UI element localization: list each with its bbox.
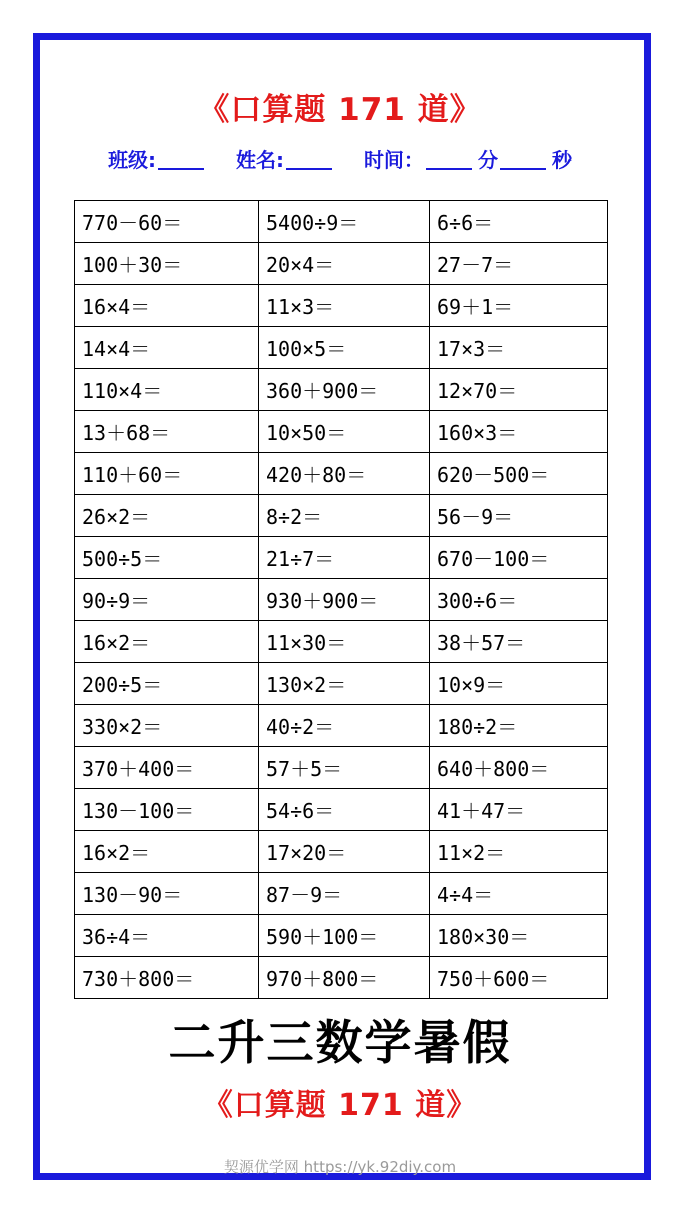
table-row	[75, 873, 608, 915]
problem-cell: 640＋800＝	[430, 747, 608, 789]
problem-cell: 5400÷9＝	[259, 201, 430, 243]
problem-cell: 16×2＝	[75, 831, 259, 873]
problem-cell: 670－100＝	[430, 537, 608, 579]
table-row	[75, 327, 608, 369]
class-label: 班级:	[108, 148, 157, 172]
table-row	[75, 453, 608, 495]
problem-cell: 620－500＝	[430, 453, 608, 495]
problem-cell: 750＋600＝	[430, 957, 608, 999]
problem-cell: 87－9＝	[259, 873, 430, 915]
table-row	[75, 369, 608, 411]
table-row	[75, 201, 608, 243]
table-row	[75, 411, 608, 453]
problem-cell: 12×70＝	[430, 369, 608, 411]
problem-cell: 110＋60＝	[75, 453, 259, 495]
problem-cell: 370＋400＝	[75, 747, 259, 789]
table-row	[75, 831, 608, 873]
problem-cell: 11×2＝	[430, 831, 608, 873]
table-row	[75, 705, 608, 747]
minute-label: 分	[477, 148, 498, 172]
problem-cell: 100×5＝	[259, 327, 430, 369]
site-watermark: 契源优学网 https://yk.92diy.com	[223, 1158, 457, 1176]
table-row	[75, 789, 608, 831]
problem-cell: 21÷7＝	[259, 537, 430, 579]
second-label: 秒	[551, 148, 572, 172]
problem-cell: 36÷4＝	[75, 915, 259, 957]
name-blank	[286, 148, 332, 170]
problem-cell: 130－100＝	[75, 789, 259, 831]
problem-cell: 180÷2＝	[430, 705, 608, 747]
problem-cell: 130×2＝	[259, 663, 430, 705]
table-row	[75, 747, 608, 789]
problem-cell: 130－90＝	[75, 873, 259, 915]
problem-cell: 100＋30＝	[75, 243, 259, 285]
problem-cell: 4÷4＝	[430, 873, 608, 915]
problem-cell: 27－7＝	[430, 243, 608, 285]
problem-cell: 20×4＝	[259, 243, 430, 285]
problem-cell: 330×2＝	[75, 705, 259, 747]
footer-title: 《口算题 171 道》	[202, 1088, 478, 1123]
problem-cell: 16×2＝	[75, 621, 259, 663]
table-row	[75, 495, 608, 537]
problem-cell: 17×20＝	[259, 831, 430, 873]
table-row	[75, 957, 608, 999]
problem-cell: 360＋900＝	[259, 369, 430, 411]
problem-cell: 930＋900＝	[259, 579, 430, 621]
table-row	[75, 537, 608, 579]
table-row	[75, 285, 608, 327]
problem-cell: 160×3＝	[430, 411, 608, 453]
problem-cell: 180×30＝	[430, 915, 608, 957]
problem-cell: 970＋800＝	[259, 957, 430, 999]
problem-cell: 300÷6＝	[430, 579, 608, 621]
problem-cell: 17×3＝	[430, 327, 608, 369]
problem-cell: 54÷6＝	[259, 789, 430, 831]
problem-cell: 10×9＝	[430, 663, 608, 705]
problem-cell: 770－60＝	[75, 201, 259, 243]
problem-cell: 6÷6＝	[430, 201, 608, 243]
problem-cell: 41＋47＝	[430, 789, 608, 831]
problem-cell: 11×30＝	[259, 621, 430, 663]
table-row	[75, 621, 608, 663]
problem-cell: 38＋57＝	[430, 621, 608, 663]
table-row	[75, 663, 608, 705]
second-blank	[500, 148, 546, 170]
problem-cell: 8÷2＝	[259, 495, 430, 537]
name-label: 姓名:	[236, 148, 284, 172]
table-row	[75, 915, 608, 957]
problem-cell: 40÷2＝	[259, 705, 430, 747]
problem-table	[74, 200, 608, 999]
problem-cell: 14×4＝	[75, 327, 259, 369]
time-label: 时间：	[363, 148, 424, 172]
problem-cell: 13＋68＝	[75, 411, 259, 453]
problem-cell: 500÷5＝	[75, 537, 259, 579]
student-info-line	[0, 144, 680, 173]
problem-cell: 420＋80＝	[259, 453, 430, 495]
problem-cell: 57＋5＝	[259, 747, 430, 789]
problem-cell: 730＋800＝	[75, 957, 259, 999]
page-title: 《口算题 171 道》	[198, 92, 482, 128]
problem-cell: 16×4＝	[75, 285, 259, 327]
problem-cell: 590＋100＝	[259, 915, 430, 957]
class-blank	[158, 148, 204, 170]
problem-cell: 110×4＝	[75, 369, 259, 411]
problem-cell: 56－9＝	[430, 495, 608, 537]
table-row	[75, 243, 608, 285]
problem-cell: 69＋1＝	[430, 285, 608, 327]
minute-blank	[426, 148, 472, 170]
problem-cell: 200÷5＝	[75, 663, 259, 705]
problem-cell: 11×3＝	[259, 285, 430, 327]
problem-cell: 90÷9＝	[75, 579, 259, 621]
problem-cell: 26×2＝	[75, 495, 259, 537]
table-row	[75, 579, 608, 621]
problem-cell: 10×50＝	[259, 411, 430, 453]
grade-subtitle: 二升三数学暑假	[168, 1016, 512, 1071]
